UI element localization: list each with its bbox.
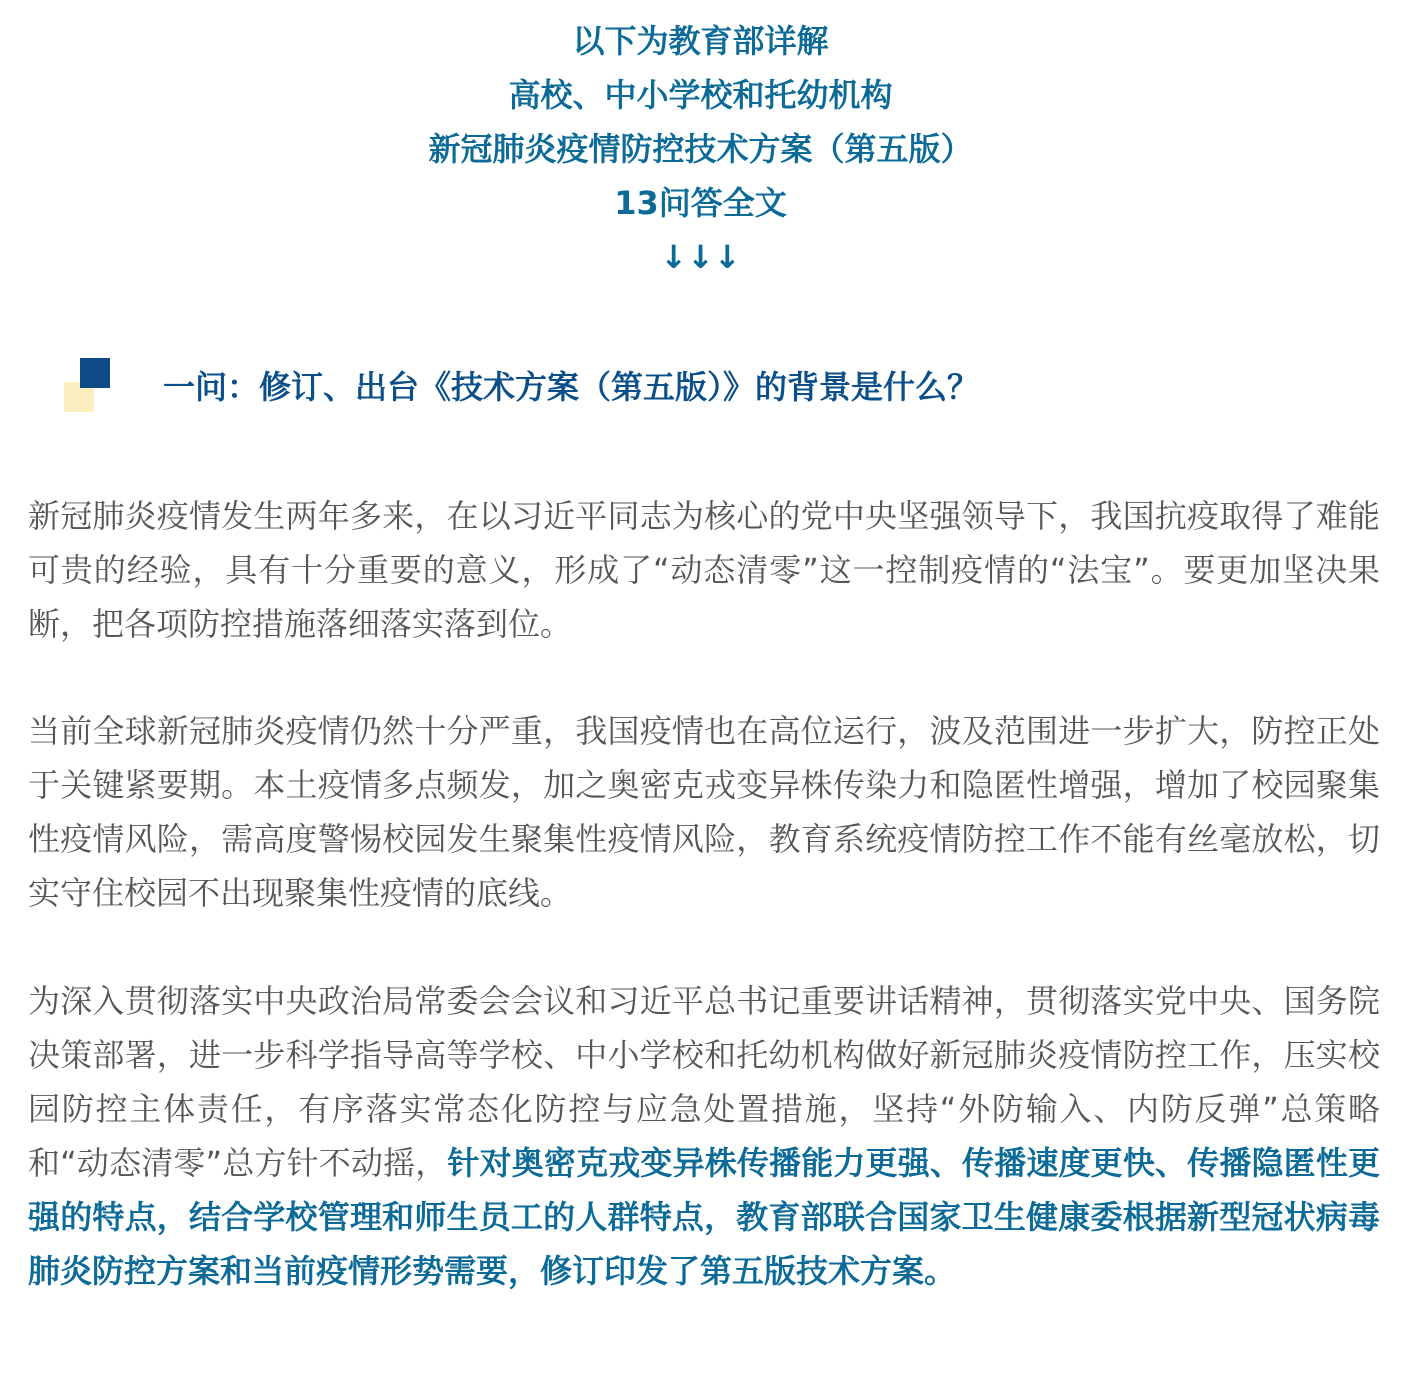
header-line-1: 以下为教育部详解	[572, 22, 829, 60]
article-header	[0, 14, 1401, 284]
paragraph-3	[28, 974, 1380, 1298]
header-line-2: 高校、中小学校和托幼机构	[508, 76, 893, 114]
header-line-3: 新冠肺炎疫情防控技术方案（第五版）	[428, 130, 973, 168]
decor-blue-square	[80, 358, 110, 388]
paragraph-3-highlight-text: 针对奥密克戎变异株传播能力更强、传播速度更快、传播隐匿性更强的特点，结合学校管理和师生员工的人群特点，教育部联合国家卫生健康委根据新型冠状病毒肺炎防控方案和当前疫情形势需要，修订印发了第五版技术方案。	[28, 1144, 1380, 1290]
paragraph-3-normal-text: 为深入贯彻落实中央政治局常委会会议和习近平总书记重要讲话精神，贯彻落实党中央、国务院决策部署，进一步科学指导高等学校、中小学校和托幼机构做好新冠肺炎疫情防控工作，压实校园防控主体责任，有序落实常态化防控与应急处置措施，坚持“外防输入、内防反弹”总策略和“动态清零”总方针不动摇，	[28, 982, 1380, 1182]
paragraph-1: 新冠肺炎疫情发生两年多来，在以习近平同志为核心的党中央坚强领导下，我国抗疫取得了难能可贵的经验，具有十分重要的意义，形成了“动态清零”这一控制疫情的“法宝”。要更加坚决果断，把各项防控措施落细落实落到位。	[28, 497, 1380, 643]
question-heading: 一问：修订、出台《技术方案（第五版）》的背景是什么？	[163, 368, 980, 406]
paragraph-2: 当前全球新冠肺炎疫情仍然十分严重，我国疫情也在高位运行，波及范围进一步扩大，防控正处于关键紧要期。本土疫情多点频发，加之奥密克戎变异株传染力和隐匿性增强，增加了校园聚集性疫情风险，需高度警惕校园发生聚集性疫情风险，教育系统疫情防控工作不能有丝毫放松，切实守住校园不出现聚集性疫情的底线。	[28, 712, 1380, 912]
down-arrows-icon: ↓↓↓	[660, 238, 741, 276]
header-line-4: 13问答全文	[614, 184, 787, 222]
